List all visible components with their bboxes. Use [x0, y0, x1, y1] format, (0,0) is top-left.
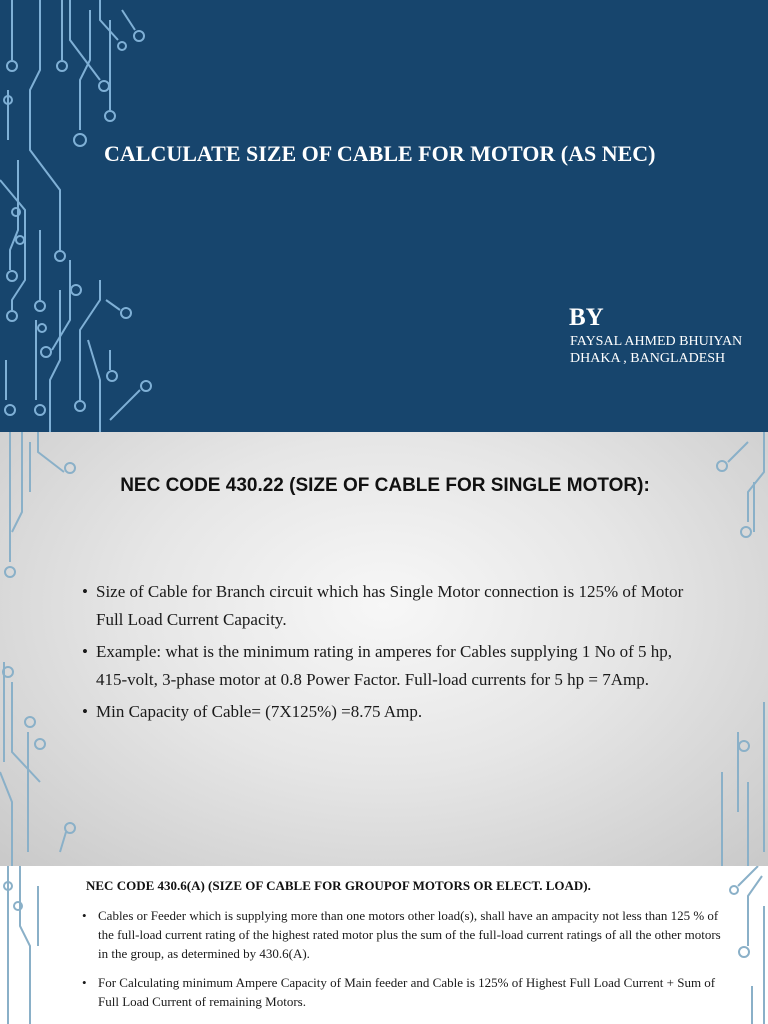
slide-heading: NEC CODE 430.22 (SIZE OF CABLE FOR SINGLE MOTOR): — [120, 475, 650, 496]
slide-heading: NEC CODE 430.6(A) (SIZE OF CABLE FOR GROUPOF MOTORS OR ELECT. LOAD). — [86, 878, 591, 893]
list-item: • Example: what is the minimum rating in amperes for Cables supplying 1 No of 5 hp, 415-volt, 3-phase motor at 0.8 Power Factor. Full-load currents for 5 hp = 7Amp. — [82, 638, 702, 694]
bullet-list — [82, 578, 702, 730]
circuit-decoration-left-icon — [0, 866, 50, 1024]
list-item: • For Calculating minimum Ampere Capacity of Main feeder and Cable is 125% of Highest Full Load Current + Sum of Full Load Current of remaining Motors. — [82, 973, 722, 1011]
circuit-decoration-left-icon — [0, 432, 90, 866]
by-label: BY — [569, 304, 604, 331]
list-item: • Min Capacity of Cable= (7X125%) =8.75 Amp. — [82, 698, 702, 726]
author-location: DHAKA , BANGLADESH — [570, 351, 726, 366]
presentation-title: CALCULATE SIZE OF CABLE FOR MOTOR (AS NEC) — [104, 141, 656, 166]
circuit-decoration-right-icon — [708, 432, 768, 866]
bullet-list — [82, 906, 722, 1021]
list-item: • Size of Cable for Branch circuit which has Single Motor connection is 125% of Motor Full Load Current Capacity. — [82, 578, 702, 634]
title-slide — [0, 0, 768, 432]
group-motors-slide — [0, 866, 768, 1024]
circuit-decoration-icon — [0, 0, 160, 432]
single-motor-slide — [0, 432, 768, 866]
author-name: FAYSAL AHMED BHUIYAN — [570, 334, 743, 349]
list-item: • Cables or Feeder which is supplying more than one motors other load(s), shall have an ampacity not less than 125 % of the full-load current rating of the highest rated motor plus the sum of the full-load current ratings of all the other motors in the group, as determined by 430.6(A). — [82, 906, 722, 963]
